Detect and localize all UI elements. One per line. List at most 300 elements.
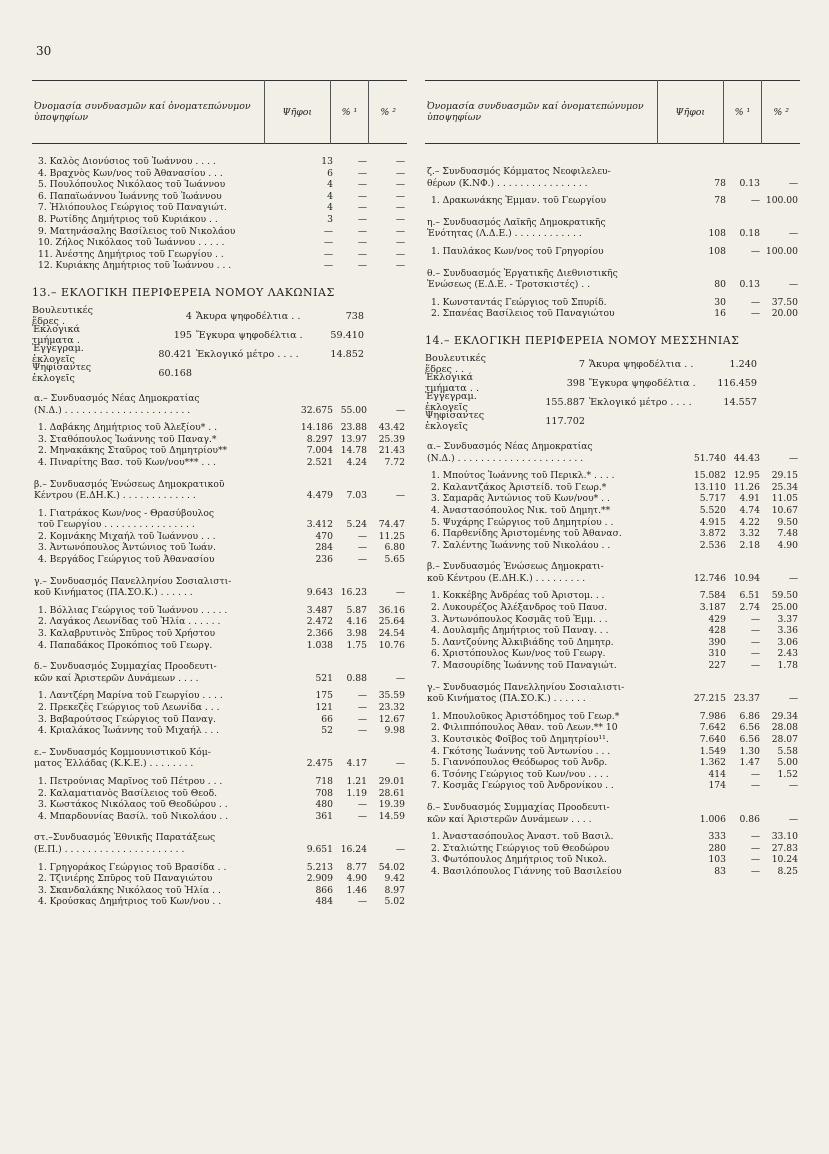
row-name: τοῦ Γεωργίου . . . . . . . . . . . . . . . . [38, 519, 195, 531]
table-row [32, 168, 407, 180]
row-votes: 7.004 [306, 445, 333, 457]
table-row [32, 702, 407, 714]
table-row [425, 843, 800, 855]
row-votes: 284 [315, 542, 333, 554]
row-pct2: 11.25 [378, 530, 405, 542]
row-name: 1. Μπούτος Ἰωάννης τοῦ Περικλ.* . . . . [431, 470, 615, 482]
row-name: 4. Γκότσης Ἰωάννης τοῦ Ἀντωνίου . . . [431, 745, 611, 757]
candidate-list [32, 862, 407, 908]
row-pct1: — [357, 202, 367, 214]
table-row [32, 191, 407, 203]
row-pct2: 6.80 [384, 542, 405, 554]
row-pct2: 35.59 [378, 690, 405, 702]
row-votes: 108 [708, 245, 726, 257]
party-title-line [32, 479, 407, 491]
table-row [32, 457, 407, 469]
party-title-text: κοῦ Κινήματος (ΠΑ.ΣΟ.Κ.) . . . . . . [427, 693, 586, 705]
info-cell: 4 [185, 310, 192, 322]
row-votes: 4 [327, 202, 333, 214]
row-pct1: — [357, 725, 367, 737]
row-pct2: 10.76 [378, 639, 405, 651]
party-pct1: 16.23 [340, 587, 367, 599]
info-cell: Ἄκυρα ψηφοδέλτια . . [196, 310, 301, 322]
row-votes: 4.915 [699, 516, 726, 528]
row-name: 1. Ἀναστασόπουλος Ἀναστ. τοῦ Βασιλ. [431, 831, 614, 843]
column-header [425, 80, 800, 144]
region-info-row [32, 307, 407, 326]
row-pct1: 3.32 [739, 528, 760, 540]
party-title-text: β.– Συνδυασμός Ἑνώσεως Δημοκρατι- [427, 561, 604, 573]
header-pct2: % ² [380, 106, 397, 118]
info-cell: Ψηφίσαντες ἐκλογεῖς [425, 410, 485, 433]
table-row [32, 873, 407, 885]
party-votes: 32.675 [300, 404, 333, 416]
party-title-text: ματος Ἑλλάδας (Κ.Κ.Ε.) . . . . . . . . [34, 758, 194, 770]
party-title-line [32, 576, 407, 588]
row-pct2: 29.15 [771, 470, 798, 482]
row-name: 6. Χριστόπουλος Κων/νος τοῦ Γεωργ. [431, 648, 606, 660]
row-name: 8. Ρωτίδης Δημήτριος τοῦ Κυριάκου . . [38, 213, 218, 225]
row-pct1: — [357, 554, 367, 566]
row-name: 1. Παυλάκος Κων/νος τοῦ Γρηγορίου [431, 245, 604, 257]
party-total-row [32, 490, 407, 502]
previous-candidate-list [32, 156, 407, 272]
candidate-list [32, 422, 407, 468]
row-pct1: 12.95 [733, 470, 760, 482]
row-pct2: 28.61 [378, 787, 405, 799]
row-pct1: 2.18 [739, 539, 760, 551]
table-row [425, 854, 800, 866]
party-title-line [425, 217, 800, 229]
row-pct2: 100.00 [765, 245, 798, 257]
party-pct2: — [788, 228, 798, 240]
party-votes: 2.475 [306, 758, 333, 770]
table-row [32, 885, 407, 897]
row-pct2: 36.16 [378, 604, 405, 616]
region-info-row [425, 355, 800, 374]
row-name: 3. Σκανδαλάκης Νικόλαος τοῦ Ἠλία . . [38, 884, 221, 896]
row-votes: 83 [714, 865, 726, 877]
party-block [425, 166, 800, 207]
row-pct1: — [750, 613, 760, 625]
party-pct1: 23.37 [733, 693, 760, 705]
party-title-text: Ἑνότητας (Λ.Δ.Ε.) . . . . . . . . . . . . [427, 228, 582, 240]
row-pct2: 25.39 [378, 433, 405, 445]
party-pct1: 0.13 [739, 177, 760, 189]
party-pct1: 44.43 [733, 452, 760, 464]
row-votes: 4 [327, 190, 333, 202]
row-pct2: 8.25 [777, 865, 798, 877]
row-name: 2. Φιλιππόπουλος Ἀθαν. τοῦ Λεων.** 10 [431, 722, 618, 734]
party-total-row [425, 693, 800, 705]
row-name: 7. Ἠλιόπουλος Γεώργιος τοῦ Παναγιώτ. [38, 202, 227, 214]
party-block [425, 217, 800, 258]
row-pct1: — [357, 260, 367, 272]
row-name: 4. Δουλαμῆς Δημήτριος τοῦ Παναγ. . . [431, 625, 609, 637]
table-row [425, 590, 800, 602]
row-pct2: 74.47 [378, 519, 405, 531]
row-name: 7. Σαλέντης Ἰωάννης τοῦ Νικολάου . . [431, 539, 611, 551]
row-votes: 718 [315, 775, 333, 787]
row-name: 9. Ματηνάσαλης Βασίλειος τοῦ Νικολάου [38, 225, 236, 237]
row-votes: 16 [714, 308, 726, 320]
party-block [32, 747, 407, 823]
table-row [425, 614, 800, 626]
info-cell: Ἔγκυρα ψηφοδέλτια . [589, 377, 696, 389]
info-cell: 116.459 [717, 377, 757, 389]
party-total-row [425, 178, 800, 190]
info-cell: 14.557 [723, 396, 757, 408]
row-votes: 5.520 [699, 504, 726, 516]
header-pct1: % ¹ [330, 81, 369, 144]
row-pct1: — [357, 213, 367, 225]
table-row [425, 602, 800, 614]
row-votes: 361 [315, 810, 333, 822]
row-votes: 414 [708, 768, 726, 780]
table-row [425, 540, 800, 552]
row-pct1: — [357, 190, 367, 202]
party-title-text: στ.–Συνδυασμός Ἐθνικῆς Παρατάξεως [34, 832, 216, 844]
row-pct1: 4.90 [346, 873, 367, 885]
info-cell: Βουλευτικές ἕδρες . [32, 305, 93, 328]
party-block [425, 561, 800, 671]
row-pct2: 3.37 [777, 613, 798, 625]
party-block [425, 441, 800, 551]
table-row [425, 660, 800, 672]
table-row [32, 434, 407, 446]
table-row [32, 616, 407, 628]
party-title-text: ζ.– Συνδυασμός Κόμματος Νεοφιλελευ- [427, 166, 611, 177]
row-pct1: 1.21 [346, 775, 367, 787]
party-pct2: — [395, 843, 405, 855]
row-pct1: 4.74 [739, 504, 760, 516]
right-column [425, 80, 800, 878]
party-title-line [425, 682, 800, 694]
row-pct2: 25.64 [378, 616, 405, 628]
table-row [425, 470, 800, 482]
row-votes: — [323, 237, 333, 249]
row-votes: 103 [708, 854, 726, 866]
info-cell: 155.887 [545, 396, 585, 408]
candidate-list [425, 590, 800, 671]
row-votes: 30 [714, 296, 726, 308]
region-info-row [425, 393, 800, 412]
party-total-row [425, 279, 800, 291]
table-row [425, 780, 800, 792]
party-pct2: — [788, 813, 798, 825]
row-pct1: 1.30 [739, 745, 760, 757]
row-pct2: 28.07 [771, 734, 798, 745]
region-info-row [32, 345, 407, 364]
row-votes: 8.297 [306, 433, 333, 445]
party-pct2: — [788, 693, 798, 705]
row-name: 1. Μπουλοῦκος Ἀριστόδημος τοῦ Γεωρ.* [431, 710, 620, 722]
row-pct1: 8.77 [346, 861, 367, 873]
table-row [32, 445, 407, 457]
row-pct2: 28.08 [771, 722, 798, 734]
table-row [32, 811, 407, 823]
party-title-line [32, 393, 407, 405]
party-pct1: 0.18 [739, 228, 760, 240]
row-pct2: 24.54 [378, 628, 405, 640]
party-block [425, 682, 800, 792]
party-block [32, 576, 407, 652]
row-pct1: — [357, 248, 367, 260]
party-title-text: θέρων (Κ.ΝΦ.) . . . . . . . . . . . . . . . . [427, 177, 588, 189]
row-votes: 3.187 [699, 602, 726, 614]
row-name: 2. Τζινιέρης Σπῦρος τοῦ Παναγιώτου [38, 873, 213, 885]
row-pct1: — [357, 179, 367, 191]
party-title-line [425, 166, 800, 178]
row-pct1: 5.24 [346, 519, 367, 531]
party-pct2: — [395, 587, 405, 599]
party-title-text: (Ν.Δ.) . . . . . . . . . . . . . . . . . . . . . . [34, 404, 191, 416]
row-name: 2. Καλαντζάκος Ἀριστείδ. τοῦ Γεωρ.* [431, 481, 607, 493]
row-votes: 7.584 [699, 590, 726, 602]
row-pct1: — [750, 780, 760, 792]
row-votes: 2.536 [699, 539, 726, 551]
row-name: 3. Καλὸς Διονύσιος τοῦ Ἰωάννου . . . . [38, 156, 216, 167]
party-pct1: 55.00 [340, 404, 367, 416]
row-pct2: — [395, 237, 405, 249]
row-pct2: — [395, 248, 405, 260]
table-row [32, 422, 407, 434]
row-name: 1. Κοκκέβης Ἀνδρέας τοῦ Ἀριστομ. . . [431, 590, 605, 602]
row-name: 1. Γιατράκος Κων/νος - Θρασύβουλος [38, 507, 215, 519]
party-pct1: 4.17 [346, 758, 367, 770]
row-votes: 7.642 [699, 722, 726, 734]
row-pct1: — [750, 648, 760, 660]
party-title-text: (Ε.Π.) . . . . . . . . . . . . . . . . . . . . . [34, 843, 185, 855]
row-votes: 6 [327, 167, 333, 179]
row-pct2: 5.00 [777, 757, 798, 769]
party-title-text: ε.– Συνδυασμός Κομμουνιστικοῦ Κόμ- [34, 746, 211, 758]
region-info-row [32, 364, 407, 383]
table-row [32, 725, 407, 737]
party-pct1: 0.86 [739, 813, 760, 825]
table-row [32, 237, 407, 249]
party-title-text: γ.– Συνδυασμός Πανελληνίου Σοσιαλιστι- [427, 681, 625, 693]
party-block [32, 832, 407, 908]
row-pct1: — [750, 660, 760, 672]
party-title-text: κῶν καί Ἀριστερῶν Δυνάμεων . . . . [427, 813, 592, 825]
candidate-list [425, 297, 800, 320]
row-pct1: 23.88 [340, 422, 367, 434]
row-name: 2. Σπανέας Βασίλειος τοῦ Παναγιώτου [431, 308, 615, 320]
row-pct2: — [395, 260, 405, 272]
header-name: Ὀνομασία συνδυασμῶν καί ὀνοματεπώνυμον ὑποψηφίων [425, 81, 658, 144]
row-name: 10. Ζήλος Νικόλαος τοῦ Ἰωάννου . . . . . [38, 237, 225, 249]
row-name: 5. Ψυχάρης Γεώργιος τοῦ Δημητρίου . . [431, 516, 614, 528]
party-block [425, 802, 800, 878]
row-votes: 66 [321, 713, 333, 725]
row-name: 3. Φωτόπουλος Δημήτριος τοῦ Νικολ. [431, 854, 607, 866]
row-pct1: — [750, 245, 760, 257]
party-title-text: θ.– Συνδυασμός Ἐργατικῆς Διεθνιστικῆς [427, 267, 618, 279]
candidate-list [32, 508, 407, 566]
party-pct2: — [788, 279, 798, 291]
table-row [32, 776, 407, 788]
row-name: 1. Γρηγοράκος Γεώργιος τοῦ Βρασίδα . . [38, 861, 227, 873]
party-title-text: Ἑνώσεως (Ε.Δ.Ε. - Τροτσκιστές) . . [427, 279, 591, 291]
row-pct2: 9.42 [384, 873, 405, 885]
party-votes: 9.643 [306, 587, 333, 599]
info-cell: Ἐγγεγραμ. ἐκλογεῖς [425, 391, 477, 414]
row-votes: 227 [708, 660, 726, 672]
row-pct2: — [395, 190, 405, 202]
row-pct2: 5.58 [777, 745, 798, 757]
row-pct1: 14.78 [340, 445, 367, 457]
info-cell: 80.421 [158, 348, 192, 360]
party-pct2: — [395, 758, 405, 770]
table-row [425, 648, 800, 660]
table-row [425, 517, 800, 529]
row-name: 12. Κυριάκης Δημήτριος τοῦ Ἰωάννου . . . [38, 260, 232, 272]
row-name: 6. Τσόνης Γεώργιος τοῦ Κων/νου . . . . [431, 768, 609, 780]
info-cell: Ἄκυρα ψηφοδέλτια . . [589, 358, 694, 370]
region-block [32, 286, 407, 908]
candidate-list [425, 711, 800, 792]
row-name: 3. Ἀντωνόπουλος Ἀντώνιος τοῦ Ἰωάν. [38, 542, 216, 554]
row-name: 5. Πουλόπουλος Νικόλαος τοῦ Ἰωάννου [38, 179, 226, 191]
row-pct2: 7.48 [777, 528, 798, 540]
row-votes: 484 [315, 896, 333, 908]
row-name: 3. Σταθόπουλος Ἰωάννης τοῦ Παναγ.* [38, 433, 217, 445]
party-title-text: κοῦ Κινήματος (ΠΑ.ΣΟ.Κ.) . . . . . . [34, 587, 193, 599]
row-pct1: 6.56 [739, 722, 760, 734]
row-pct1: — [357, 530, 367, 542]
row-name: 2. Κομνάκης Μιχαήλ τοῦ Ἰωάννου . . . [38, 530, 216, 542]
column-header [32, 80, 407, 144]
row-pct1: — [750, 296, 760, 308]
row-pct1: — [357, 225, 367, 237]
table-row [425, 769, 800, 781]
party-title-line [425, 441, 800, 453]
page-number: 30 [36, 44, 52, 58]
row-pct1: — [357, 702, 367, 713]
party-votes: 80 [714, 279, 726, 291]
header-pct1: % ¹ [723, 81, 762, 144]
table-row [32, 542, 407, 554]
party-total-row [32, 587, 407, 599]
party-pct2: — [788, 572, 798, 584]
row-votes: 174 [708, 780, 726, 792]
row-votes: — [323, 248, 333, 260]
header-pct2: % ² [773, 106, 790, 118]
row-votes: 2.521 [306, 456, 333, 468]
row-pct1: — [357, 713, 367, 725]
row-pct1: 1.47 [739, 757, 760, 769]
row-pct2: — [395, 156, 405, 167]
table-row [425, 195, 800, 207]
row-votes: 4 [327, 179, 333, 191]
candidate-list [425, 470, 800, 551]
party-pct2: — [788, 452, 798, 464]
row-pct1: — [750, 308, 760, 320]
party-votes: 4.479 [306, 490, 333, 502]
table-row [32, 249, 407, 261]
row-votes: 280 [708, 842, 726, 854]
party-title-text: η.– Συνδυασμός Λαϊκῆς Δημοκρατικῆς [427, 216, 606, 228]
party-total-row [32, 844, 407, 856]
table-row [32, 640, 407, 652]
row-pct1: 6.56 [739, 734, 760, 745]
row-votes: 310 [708, 648, 726, 660]
row-name: 3. Καλαβρυτινὸς Σπῦρος τοῦ Χρήστου [38, 628, 216, 640]
row-name: 11. Ἀνέστης Δημήτριος τοῦ Γεωργίου . . [38, 248, 224, 260]
row-name: 3. Κουτσικὸς Φοῖβος τοῦ Δημητρίου¹¹. [431, 734, 609, 745]
info-cell: Ἐκλογικό μέτρο . . . . [589, 396, 692, 408]
table-row [425, 528, 800, 540]
table-row [425, 505, 800, 517]
row-name: 7. Κοσμᾶς Γεώργιος τοῦ Ἀνδρονίκου . . [431, 780, 614, 792]
party-title-text: γ.– Συνδυασμός Πανελληνίου Σοσιαλιστι- [34, 575, 232, 587]
row-name: 1. Βόλλιας Γεώργιος τοῦ Ἰωάννου . . . . . [38, 604, 228, 616]
party-votes: 51.740 [693, 452, 726, 464]
row-name: 2. Λαγάκος Λεωνίδας τοῦ Ἠλία . . . . . . [38, 616, 221, 628]
party-total-row [425, 814, 800, 826]
row-votes: 429 [708, 613, 726, 625]
party-title-line [32, 747, 407, 759]
row-votes: 7.640 [699, 734, 726, 745]
row-pct1: 13.97 [340, 433, 367, 445]
info-cell: 7 [578, 358, 585, 370]
row-votes: 428 [708, 625, 726, 637]
row-pct2: 12.67 [378, 713, 405, 725]
header-votes: Ψῆφοι [658, 81, 724, 144]
party-title-line [425, 268, 800, 280]
party-pct1: 0.13 [739, 279, 760, 291]
row-pct2: 5.65 [384, 554, 405, 566]
row-votes: 15.082 [693, 470, 726, 482]
table-row [32, 690, 407, 702]
row-name: 2. Πρεκεζὲς Γεώργιος τοῦ Λεωνίδα . . . [38, 702, 220, 713]
row-pct2: 1.52 [777, 768, 798, 780]
info-cell: 14.852 [330, 348, 364, 360]
table-row [32, 714, 407, 726]
row-votes: 1.362 [699, 757, 726, 769]
spacer [425, 144, 800, 156]
row-pct1: — [357, 896, 367, 908]
region-info-row [425, 374, 800, 393]
candidate-list [32, 690, 407, 736]
row-pct2: 59.50 [771, 590, 798, 602]
spacer [32, 144, 407, 156]
row-pct1: 2.74 [739, 602, 760, 614]
header-name: Ὀνομασία συνδυασμῶν καί ὀνοματεπώνυμον ὑποψηφίων [32, 81, 265, 144]
row-name: 1. Κωνσταντάς Γεώργιος τοῦ Σπυρίδ. [431, 296, 607, 308]
row-name: 3. Κωστάκος Νικόλαος τοῦ Θεοδώρου . . [38, 799, 228, 811]
info-cell: 59.410 [330, 329, 364, 341]
party-votes: 78 [714, 177, 726, 189]
table-row [32, 554, 407, 566]
row-name: 4. Πιναρίτης Βασ. τοῦ Κων/νου*** . . . [38, 456, 216, 468]
info-cell: Ψηφίσαντες ἐκλογεῖς [32, 362, 92, 385]
row-name: 5. Γιαννόπουλος Θεόδωρος τοῦ Ἀνδρ. [431, 757, 608, 769]
row-name: 2. Καλαματιανὸς Βασίλειος τοῦ Θεοδ. [38, 787, 218, 799]
row-pct1: 4.91 [739, 493, 760, 505]
party-total-row [425, 573, 800, 585]
party-title-text: δ.– Συνδυασμός Συμμαχίας Προοδευτι- [427, 801, 610, 813]
candidate-list [32, 776, 407, 822]
table-row [32, 226, 407, 238]
region-block [425, 334, 800, 878]
row-name: 4. Παπαδάκος Προκόπιος τοῦ Γεωργ. [38, 639, 213, 651]
info-cell: Ἐκλογικό μέτρο . . . . [196, 348, 299, 360]
party-block [32, 479, 407, 566]
party-votes: 12.746 [693, 572, 726, 584]
row-pct1: — [750, 842, 760, 854]
